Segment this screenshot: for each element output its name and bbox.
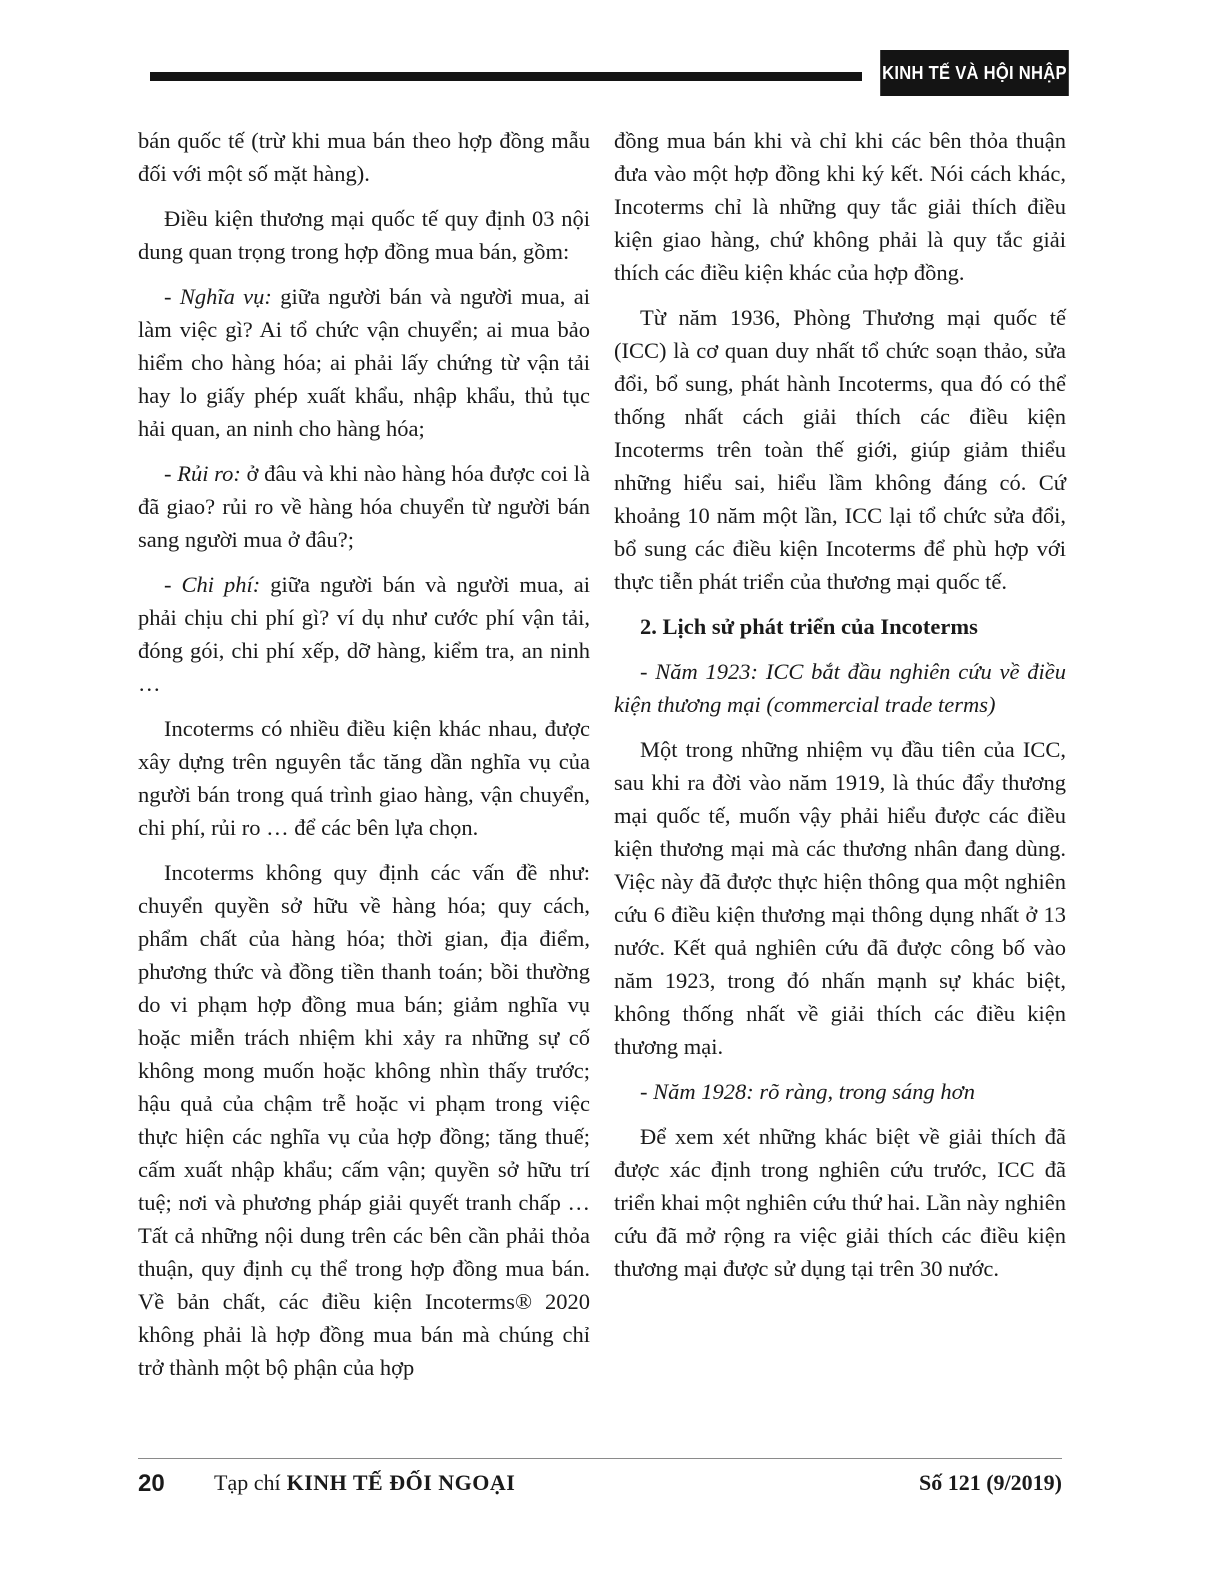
journal-title xyxy=(214,1470,515,1496)
term-text: giữa người bán và người mua, ai phải chịu chi phí gì? ví dụ như cước phí vận tải, đóng gói, chi phí xếp, dỡ hàng, kiểm tra, an ninh … xyxy=(138,572,590,696)
paragraph-risks xyxy=(138,457,590,556)
term-text: giữa người bán và người mua, ai làm việc gì? Ai tổ chức vận chuyển; ai mua bảo hiểm cho hàng hóa; ai phải lấy chứng từ vận tải hay lo giấy phép xuất khẩu, nhập khẩu, thủ tục hải quan, an ninh cho hàng hóa; xyxy=(138,284,590,441)
term-text: ở đâu và khi nào hàng hóa được coi là đã giao? rủi ro về hàng hóa chuyển từ người bán sang người mua ở đâu?; xyxy=(138,461,590,552)
paragraph-obligations xyxy=(138,280,590,445)
subheading-1923: - Năm 1923: ICC bắt đầu nghiên cứu về điều kiện thương mại (commercial trade terms) xyxy=(614,659,1066,717)
term-label: - Chi phí: xyxy=(164,572,261,597)
footer-rule xyxy=(138,1458,1062,1459)
paragraph: Điều kiện thương mại quốc tế quy định 03 nội dung quan trọng trong hợp đồng mua bán, gồm: xyxy=(138,206,590,264)
paragraph-costs xyxy=(138,568,590,700)
left-column xyxy=(138,124,590,1396)
journal-prefix: Tạp chí xyxy=(214,1470,281,1495)
section-heading: 2. Lịch sử phát triển của Incoterms xyxy=(640,614,978,639)
paragraph: Để xem xét những khác biệt về giải thích đã được xác định trong nghiên cứu trước, ICC đã triển khai một nghiên cứu thứ hai. Lần này nghiên cứu đã mở rộng ra việc giải thích các điều kiện thương mại được sử dụng tại trên 30 nước. xyxy=(614,1124,1066,1281)
paragraph: Một trong những nhiệm vụ đầu tiên của ICC, sau khi ra đời vào năm 1919, là thúc đẩy thương mại quốc tế, muốn vậy phải hiểu được các điều kiện thương mại mà các thương nhân đang dùng. Việc này đã được thực hiện thông qua một nghiên cứu 6 điều kiện thương mại thông dụng nhất ở 13 nước. Kết quả nghiên cứu đã được công bố vào năm 1923, trong đó nhấn mạnh sự khác biệt, không thống nhất về giải thích các điều kiện thương mại. xyxy=(614,737,1066,1059)
paragraph: Từ năm 1936, Phòng Thương mại quốc tế (ICC) là cơ quan duy nhất tổ chức soạn thảo, sửa đổi, bổ sung, phát hành Incoterms, qua đó có thể thống nhất cách giải thích các điều kiện Incoterms trên toàn thế giới, giúp giảm thiểu những hiểu sai, hiểu lầm không đáng có. Cứ khoảng 10 năm một lần, ICC lại tổ chức sửa đổi, bổ sung các điều kiện Incoterms để phù hợp với thực tiễn phát triển của thương mại quốc tế. xyxy=(614,305,1066,594)
section-tag: KINH TẾ VÀ HỘI NHẬP xyxy=(880,50,1069,96)
paragraph: Incoterms không quy định các vấn đề như: chuyển quyền sở hữu về hàng hóa; quy cách, phẩm chất của hàng hóa; thời gian, địa điểm, phương thức và đồng tiền thanh toán; bồi thường do vi phạm hợp đồng mua bán; giảm nghĩa vụ hoặc miễn trách nhiệm khi xảy ra những sự cố không mong muốn hoặc không nhìn thấy trước; hậu quả của chậm trễ hoặc vi phạm trong việc thực hiện các nghĩa vụ của hợp đồng; tăng thuế; cấm xuất nhập khẩu; cấm vận; quyền sở hữu trí tuệ; nơi và phương pháp giải quyết tranh chấp … Tất cả những nội dung trên các bên cần phải thỏa thuận, quy định cụ thể trong hợp đồng mua bán. Về bản chất, các điều kiện Incoterms® 2020 không phải là hợp đồng mua bán mà chúng chỉ trở thành một bộ phận của hợp xyxy=(138,860,590,1380)
right-column xyxy=(614,124,1066,1297)
page-number: 20 xyxy=(138,1470,165,1497)
term-label: - Nghĩa vụ: xyxy=(164,284,272,309)
paragraph: đồng mua bán khi và chỉ khi các bên thỏa thuận đưa vào một hợp đồng khi ký kết. Nói cách khác, Incoterms chỉ là những quy tắc giải thích điều kiện giao hàng, chứ không phải là quy tắc giải thích các điều kiện khác của hợp đồng. xyxy=(614,128,1066,285)
paragraph: bán quốc tế (trừ khi mua bán theo hợp đồng mẫu đối với một số mặt hàng). xyxy=(138,128,590,186)
journal-name: KINH TẾ ĐỐI NGOẠI xyxy=(286,1470,516,1495)
subheading-1928: - Năm 1928: rõ ràng, trong sáng hơn xyxy=(640,1079,975,1104)
issue-number: Số 121 (9/2019) xyxy=(919,1470,1062,1495)
term-label: - Rủi ro: xyxy=(164,461,241,486)
header-rule xyxy=(150,72,862,81)
paragraph: Incoterms có nhiều điều kiện khác nhau, được xây dựng trên nguyên tắc tăng dần nghĩa vụ của người bán trong quá trình giao hàng, vận chuyển, chi phí, rủi ro … để các bên lựa chọn. xyxy=(138,716,590,840)
